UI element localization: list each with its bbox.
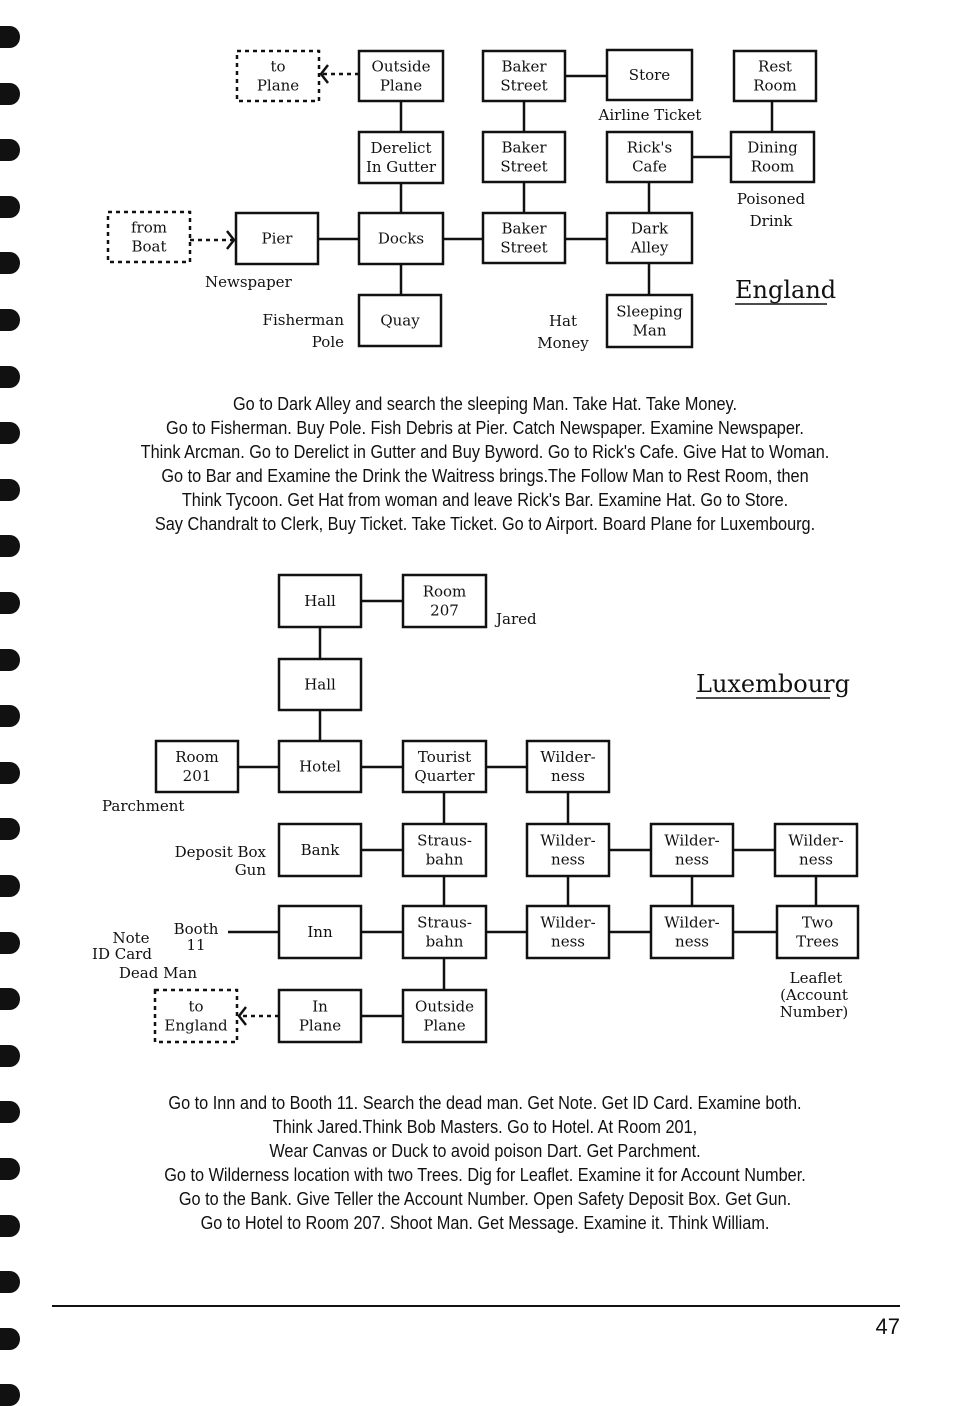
- room-label: Wilder-: [540, 913, 596, 932]
- luxembourg-room-room-201: [156, 741, 238, 792]
- room-label: Pier: [261, 229, 293, 248]
- room-label: Wilder-: [664, 831, 720, 850]
- room-label: In Gutter: [365, 158, 437, 176]
- map-annotation: Parchment: [102, 797, 185, 815]
- luxembourg-room-hall-2: [279, 659, 361, 710]
- binding-ring: [0, 1384, 20, 1406]
- room-label: Alley: [630, 238, 669, 257]
- room-label: Outside: [415, 997, 474, 1016]
- map-annotation: Note: [112, 929, 150, 947]
- room-label: ness: [799, 850, 833, 869]
- page-number: 47: [875, 1314, 900, 1339]
- luxembourg-room-two-trees: [777, 906, 858, 958]
- map-annotation: Number): [779, 1003, 849, 1021]
- room-label: Tourist: [417, 748, 472, 766]
- room-label: Hall: [304, 592, 336, 610]
- luxembourg-room-wilderness-1: [527, 741, 609, 792]
- luxembourg-room-strausbahn-2: [403, 906, 486, 958]
- england-room-dining-room: [731, 132, 814, 182]
- map-annotation: Poisoned: [736, 190, 806, 208]
- room-label: Room: [422, 582, 467, 601]
- room-label: bahn: [425, 932, 464, 951]
- room-label: Man: [632, 321, 667, 340]
- luxembourg-room-wilderness-6: [651, 906, 733, 958]
- room-label: Baker: [501, 57, 547, 76]
- luxembourg-room-room-207: [403, 575, 486, 627]
- room-label: In: [312, 997, 328, 1016]
- room-label: Docks: [377, 229, 425, 248]
- room-label: Room: [175, 748, 219, 766]
- walkthrough-england: [111, 392, 859, 536]
- map-annotation: Leaflet: [789, 969, 843, 987]
- room-label: to: [188, 997, 204, 1016]
- luxembourg-room-bank: [279, 824, 361, 876]
- room-label: ness: [675, 850, 709, 869]
- map-annotation: Deposit Box: [174, 843, 266, 861]
- room-label: Hotel: [299, 757, 341, 776]
- room-label: from: [131, 218, 167, 237]
- luxembourg-room-outside-plane: [403, 990, 486, 1042]
- map-annotation: Luxembourg: [696, 670, 850, 698]
- england-room-store: [607, 50, 692, 100]
- room-label: Wilder-: [540, 748, 596, 766]
- walk-line: Go to Wilderness location with two Trees. Dig for Leaflet. Examine it for Account Number.: [164, 1164, 806, 1185]
- room-label: Bank: [300, 841, 340, 859]
- room-label: Straus-: [417, 831, 472, 850]
- england-room-docks: [359, 213, 443, 264]
- luxembourg-room-inn: [279, 906, 361, 958]
- map-annotation: Hat: [548, 312, 578, 330]
- room-label: Boat: [131, 237, 167, 256]
- walk-line: Wear Canvas or Duck to avoid poison Dart. Get Parchment.: [269, 1140, 701, 1161]
- luxembourg-room-hall-1: [279, 575, 361, 627]
- england-room-dark-alley: [607, 213, 692, 263]
- walk-line: Think Tycoon. Get Hat from woman and leave Rick's Bar. Examine Hat. Go to Store.: [181, 489, 789, 510]
- room-label: ness: [551, 850, 585, 869]
- room-label: Rest: [758, 57, 792, 76]
- dashed-arrow: [321, 65, 359, 83]
- england-room-pier: [236, 213, 318, 264]
- map-annotation: Booth: [173, 920, 219, 938]
- map-annotation: ID Card: [92, 945, 152, 963]
- walk-line: Go to Dark Alley and search the sleeping Man. Take Hat. Take Money.: [232, 393, 738, 414]
- room-label: Wilder-: [540, 831, 596, 850]
- room-label: Wilder-: [788, 831, 844, 850]
- map-annotation: Money: [537, 334, 589, 352]
- room-label: Cafe: [632, 157, 667, 176]
- luxembourg-room-strausbahn-1: [403, 824, 486, 876]
- room-label: Outside: [371, 57, 431, 76]
- room-label: ness: [675, 932, 709, 951]
- england-room-baker-street-3: [483, 213, 565, 263]
- luxembourg-room-in-plane: [279, 990, 361, 1042]
- england-room-sleeping-man: [607, 295, 692, 347]
- walk-line: Think Jared.Think Bob Masters. Go to Hotel. At Room 201,: [272, 1116, 698, 1137]
- map-annotation: Pole: [311, 333, 344, 351]
- room-label: Inn: [307, 923, 333, 941]
- map-annotation: England: [735, 276, 837, 304]
- room-label: Street: [500, 157, 548, 176]
- luxembourg-room-wilderness-4: [775, 824, 857, 876]
- walk-line: Say Chandralt to Clerk, Buy Ticket. Take Ticket. Go to Airport. Board Plane for Luxembourg.: [154, 513, 816, 534]
- walk-line: Go to Inn and to Booth 11. Search the dead man. Get Note. Get ID Card. Examine both.: [168, 1092, 802, 1113]
- luxembourg-room-hotel: [279, 741, 361, 792]
- england-room-quay: [359, 295, 441, 346]
- luxembourg-room-wilderness-3: [651, 824, 733, 876]
- room-label: bahn: [425, 850, 464, 869]
- luxembourg-room-wilderness-5: [527, 906, 609, 958]
- room-label: Quay: [380, 311, 420, 330]
- room-label: Room: [753, 76, 797, 95]
- footer-rule: [52, 1305, 900, 1307]
- dashed-arrow: [239, 1007, 279, 1025]
- room-label: Plane: [298, 1016, 342, 1035]
- map-annotation: Jared: [496, 610, 537, 628]
- england-room-rest-room: [734, 51, 816, 101]
- room-label: Trees: [796, 932, 839, 951]
- england-room-derelict: [359, 132, 443, 183]
- luxembourg-room-wilderness-2: [527, 824, 609, 876]
- england-room-to-plane: [237, 51, 319, 101]
- room-label: Two: [801, 913, 834, 932]
- room-label: Room: [750, 157, 795, 176]
- walk-line: Go to the Bank. Give Teller the Account Number. Open Safety Deposit Box. Get Gun.: [178, 1188, 792, 1209]
- room-label: to: [270, 57, 286, 76]
- room-label: Quarter: [414, 767, 475, 785]
- england-room-baker-street-2: [483, 132, 565, 182]
- england-room-from-boat: [108, 212, 190, 262]
- room-label: Sleeping: [616, 302, 683, 321]
- map-annotation: Dead Man: [118, 964, 198, 982]
- room-label: Street: [500, 238, 548, 257]
- room-label: ness: [551, 767, 585, 785]
- room-label: Wilder-: [664, 913, 720, 932]
- room-label: 201: [182, 767, 212, 785]
- room-label: Dining: [747, 138, 798, 157]
- room-label: Derelict: [370, 139, 432, 157]
- map-annotation: Fisherman: [262, 311, 344, 329]
- room-label: ness: [551, 932, 585, 951]
- walk-line: Go to Hotel to Room 207. Shoot Man. Get Message. Examine it. Think William.: [200, 1212, 770, 1233]
- room-label: Plane: [256, 76, 300, 95]
- room-label: Street: [500, 76, 548, 95]
- room-label: Plane: [423, 1016, 466, 1035]
- map-annotation: Airline Ticket: [598, 106, 702, 124]
- room-label: Dark: [630, 219, 669, 238]
- map-annotation: Gun: [234, 861, 266, 879]
- walk-line: Go to Fisherman. Buy Pole. Fish Debris at Pier. Catch Newspaper. Examine Newspaper.: [166, 417, 804, 438]
- room-label: Plane: [379, 76, 423, 95]
- room-label: Store: [628, 66, 671, 84]
- luxembourg-room-tourist-quarter: [403, 741, 486, 792]
- walk-line: Go to Bar and Examine the Drink the Waitress brings.The Follow Man to Rest Room, then: [161, 465, 809, 486]
- dashed-arrow: [190, 231, 234, 249]
- room-label: Baker: [501, 138, 547, 157]
- room-label: 207: [430, 601, 459, 620]
- room-label: Hall: [304, 675, 336, 694]
- england-room-outside-plane: [359, 51, 443, 101]
- england-room-baker-street-1: [483, 51, 565, 101]
- map-annotation: (Account: [780, 986, 848, 1004]
- room-label: Straus-: [417, 913, 472, 932]
- map-annotation: 11: [186, 936, 206, 954]
- luxembourg-room-to-england: [155, 990, 237, 1042]
- england-room-ricks-cafe: [607, 132, 692, 182]
- map-annotation: Drink: [749, 212, 793, 230]
- walk-line: Think Arcman. Go to Derelict in Gutter and Buy Byword. Go to Rick's Cafe. Give Hat to Woman.: [140, 441, 830, 462]
- room-label: Baker: [501, 219, 547, 238]
- room-label: England: [164, 1016, 228, 1035]
- walkthrough-luxembourg: [111, 1091, 859, 1235]
- map-annotation: Newspaper: [205, 273, 292, 291]
- room-label: Rick's: [626, 138, 673, 157]
